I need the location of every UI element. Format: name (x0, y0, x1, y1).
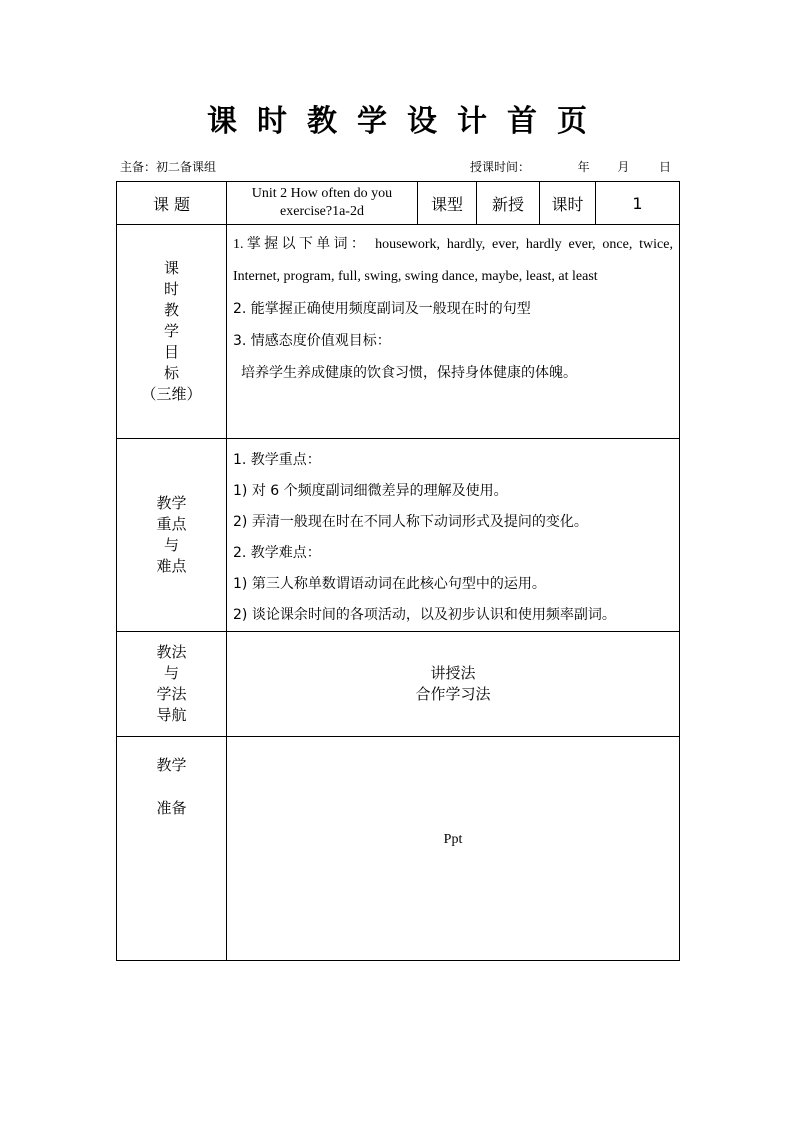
goals-item-3-detail: 培养学生养成健康的饮食习惯，保持身体健康的体魄。 (241, 365, 577, 381)
page-title: 课时教学设计首页 (207, 104, 607, 139)
keypoints-line: 1) 第三人称单数谓语动词在此核心句型中的运用。 (233, 576, 546, 592)
keypoints-label-line: 重点 (156, 515, 187, 533)
keypoints-label-line: 教学 (156, 494, 187, 512)
prep-row (117, 737, 680, 961)
topic-row (117, 182, 680, 225)
period-label: 课时 (540, 182, 596, 225)
prep-label (117, 737, 227, 961)
year-label: 年 (577, 160, 590, 174)
month-label: 月 (617, 160, 630, 174)
time-label: 授课时间： (470, 160, 531, 174)
topic-line-1: Unit 2 How often do you (251, 186, 393, 201)
goals-item-2: 2. 能掌握正确使用频度副词及一般现在时的句型 (233, 301, 531, 317)
topic-line-2: exercise?1a-2d (280, 204, 364, 219)
goals-label-line: 标 (163, 364, 179, 382)
prep-label-line-1: 教学 (156, 756, 187, 774)
methods-label-line: 与 (163, 664, 179, 682)
methods-label-line: 导航 (156, 706, 187, 724)
teaching-time (470, 158, 671, 175)
keypoints-line: 2) 弄清一般现在时在不同人称下动词形式及提问的变化。 (233, 514, 588, 530)
keypoints-line: 2) 谈论课余时间的各项活动，以及初步认识和使用频率副词。 (233, 607, 616, 623)
goals-label-line: 时 (163, 280, 179, 298)
methods-label-line: 学法 (156, 685, 187, 703)
method-2: 合作学习法 (415, 685, 491, 703)
methods-label-line: 教法 (156, 643, 187, 661)
keypoints-label-line: 与 (163, 536, 179, 554)
type-value: 新授 (477, 182, 540, 225)
keypoints-label-line: 难点 (156, 557, 187, 575)
goals-content (227, 225, 680, 439)
topic-label: 课 题 (117, 182, 227, 225)
goals-label-line: 目 (163, 343, 179, 361)
prep-label-line-2: 准备 (156, 799, 187, 817)
keypoints-label (117, 439, 227, 632)
goals-label-line: 学 (163, 322, 179, 340)
goals-label (117, 225, 227, 439)
topic-value (227, 182, 418, 225)
keypoints-line: 1. 教学重点： (233, 452, 321, 468)
keypoints-line: 1) 对 6 个频度副词细微差异的理解及使用。 (233, 483, 508, 499)
keypoints-content (227, 439, 680, 632)
goals-item-1: 1.掌握以下单词： housework, hardly, ever, hardly ever, once, twice, Internet, program, full, swing, swing dance, maybe, least, at least (233, 237, 673, 284)
prep-content: Ppt (227, 737, 680, 961)
goals-label-line: 教 (163, 301, 179, 319)
methods-label (117, 632, 227, 737)
day-label: 日 (659, 160, 672, 174)
methods-content (227, 632, 680, 737)
goals-label-line: （三维） (141, 385, 202, 403)
period-value: 1 (596, 182, 680, 225)
preparer-label: 主备：初二备课组 (120, 160, 217, 174)
type-label: 课型 (418, 182, 477, 225)
method-1: 讲授法 (430, 664, 476, 682)
goals-item-3: 3. 情感态度价值观目标： (233, 333, 391, 349)
goals-row (117, 225, 680, 439)
keypoints-line: 2. 教学难点： (233, 545, 321, 561)
goals-label-line: 课 (163, 259, 179, 277)
keypoints-row (117, 439, 680, 632)
methods-row (117, 632, 680, 737)
lesson-plan-table (116, 181, 680, 961)
